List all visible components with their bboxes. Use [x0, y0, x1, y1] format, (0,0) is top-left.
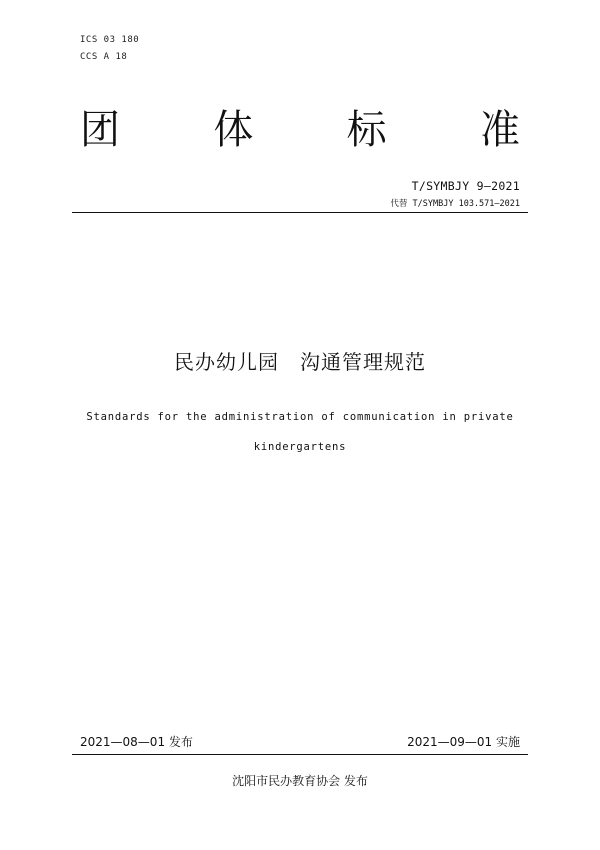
chinese-title: 民办幼儿园 沟通管理规范	[174, 350, 426, 374]
category-char-3: 标	[346, 107, 387, 153]
document-category-title	[80, 106, 520, 154]
ics-code: ICS 03 180	[80, 35, 140, 45]
standard-number: T/SYMBJY 9—2021	[411, 179, 520, 193]
english-title-line-1: Standards for the administration of communication in private	[86, 411, 514, 423]
english-title-line-2: kindergartens	[253, 441, 347, 453]
effective-date: 2021—09—01 实施	[407, 735, 520, 749]
header-divider	[72, 212, 528, 213]
publish-date: 2021—08—01 发布	[80, 735, 193, 749]
ccs-code: CCS A 18	[80, 52, 128, 62]
category-char-2: 体	[213, 107, 254, 153]
footer-divider	[72, 754, 528, 755]
replaced-standard-number: 代替 T/SYMBJY 103.571—2021	[390, 199, 520, 209]
issuing-organization: 沈阳市民办教育协会 发布	[232, 774, 368, 788]
category-char-1: 团	[80, 107, 120, 153]
category-char-4: 准	[479, 107, 520, 153]
